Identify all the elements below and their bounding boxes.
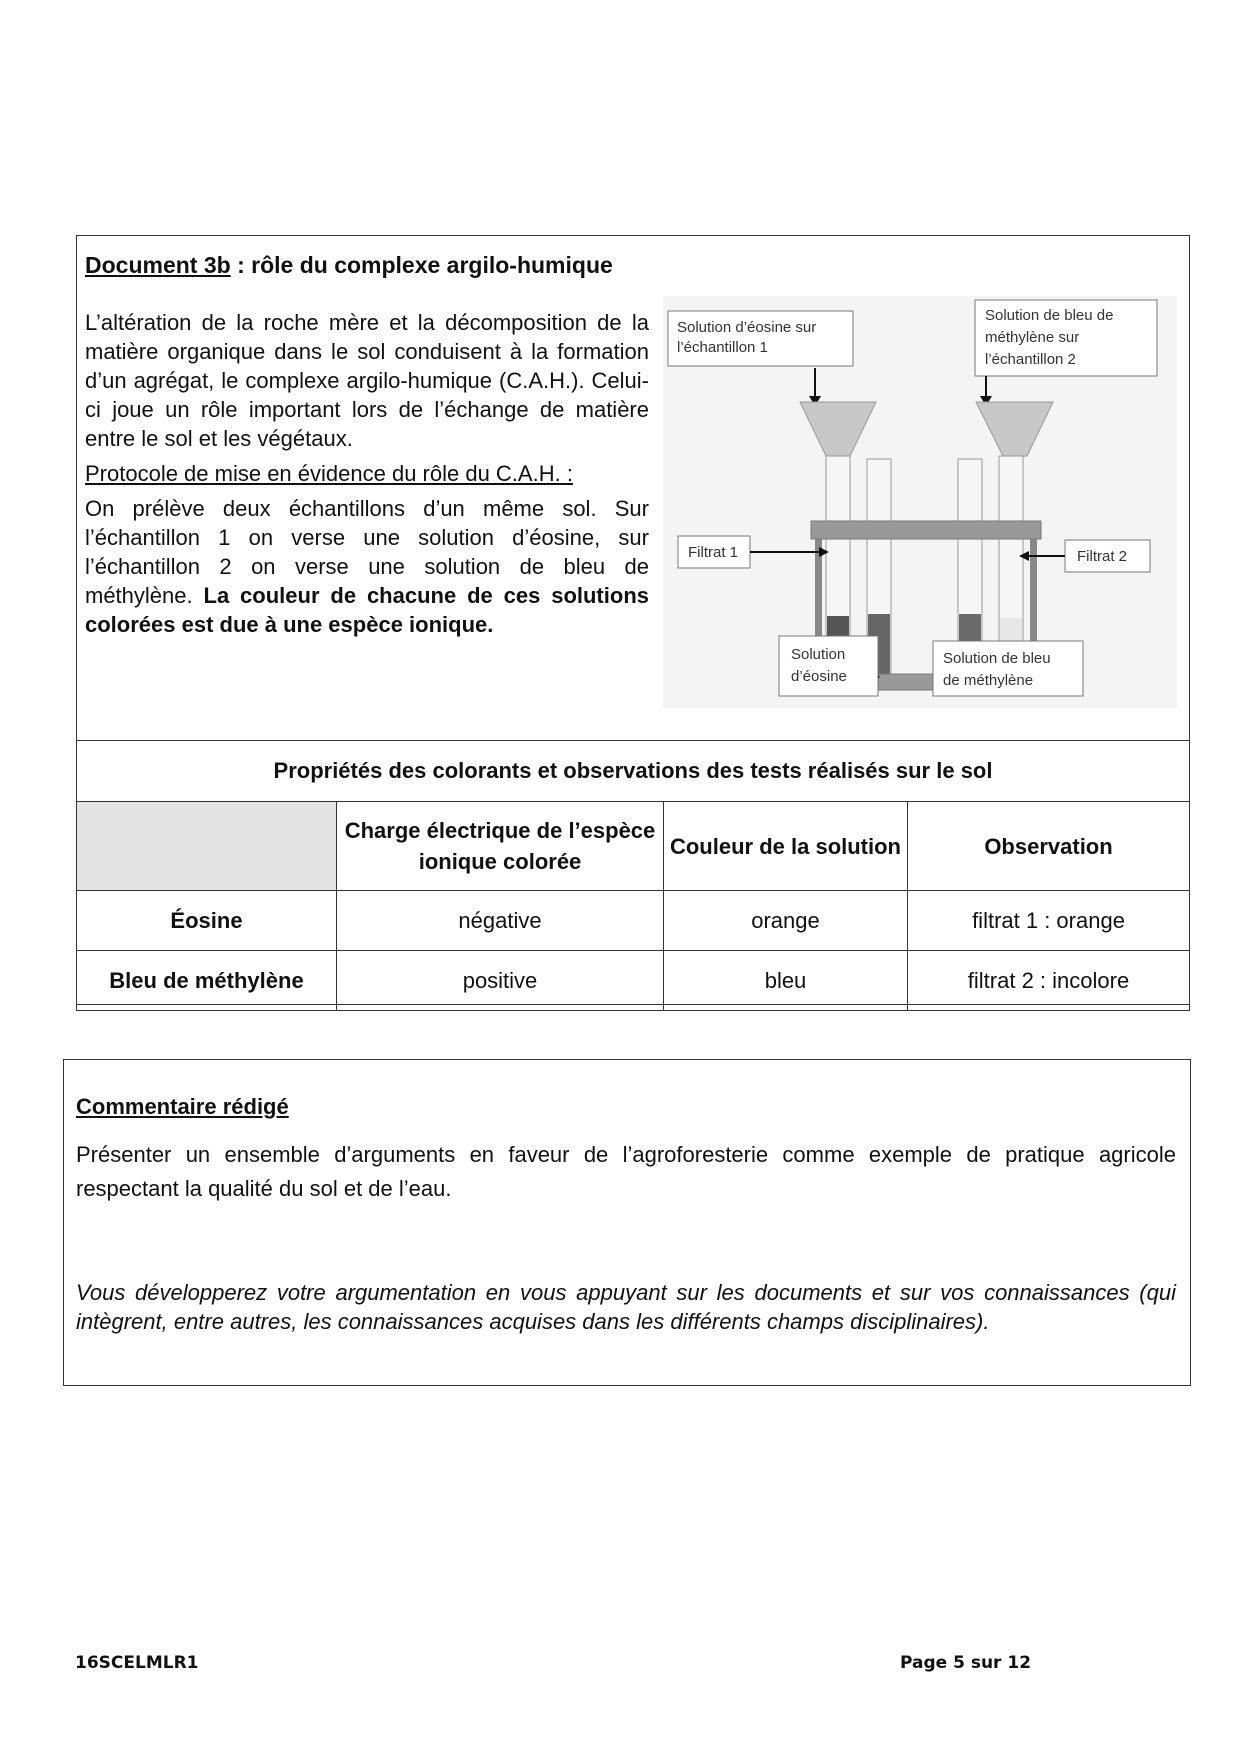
- comment-instruction: Présenter un ensemble d’arguments en faveur de l’agroforesterie comme exemple de pratique agricole respectant la qualité du sol et de l’eau.: [76, 1142, 1176, 1201]
- table-header-row: [77, 802, 1190, 891]
- label-blue-sample-line3: l’échantillon 2: [985, 351, 1076, 368]
- protocol-bold-text: La couleur de chacune de ces solutions colorées est due à une espèce ionique.: [85, 583, 649, 637]
- intro-text-block: [85, 308, 649, 645]
- header-charge: Charge électrique de l’espèce ionique colorée: [337, 802, 664, 891]
- row-color: orange: [664, 891, 908, 951]
- table-row: [77, 891, 1190, 951]
- document-3b-box: [76, 235, 1190, 1005]
- footer-code: 16SCELMLR1: [75, 1653, 199, 1673]
- funnel-right-icon: [976, 402, 1053, 456]
- label-filtrat1: Filtrat 1: [688, 544, 739, 561]
- label-blue-solution-line2: de méthylène: [943, 672, 1034, 689]
- funnel-left-icon: [800, 402, 876, 456]
- protocol-paragraph: [85, 494, 649, 639]
- header-color: Couleur de la solution: [664, 802, 908, 891]
- row-charge: positive: [337, 951, 664, 1011]
- protocol-text: On prélève deux échantillons d’un même sol. Sur l’échantillon 1 on verse une solution d’éosine, sur l’échantillon 2 on verse une solution de bleu de méthylène.: [85, 496, 649, 608]
- label-eosin-sample-line2: l’échantillon 1: [677, 339, 768, 356]
- row-name: Éosine: [77, 891, 337, 951]
- table-caption-row: [77, 741, 1190, 802]
- row-observation: filtrat 2 : incolore: [908, 951, 1190, 1011]
- comment-title: Commentaire rédigé: [76, 1094, 289, 1119]
- footer-page-number: Page 5 sur 12: [900, 1653, 1032, 1673]
- dye-properties-table: [76, 740, 1190, 1011]
- protocol-heading: Protocole de mise en évidence du rôle du C.A.H. :: [85, 461, 573, 486]
- row-color: bleu: [664, 951, 908, 1011]
- header-observation: Observation: [908, 802, 1190, 891]
- label-blue-sample-line1: Solution de bleu de: [985, 307, 1114, 324]
- label-blue-sample-line2: méthylène sur: [985, 329, 1080, 346]
- document-title: [85, 252, 613, 279]
- rack-top-shelf: [811, 521, 1041, 539]
- document-label: Document 3b: [85, 252, 231, 278]
- label-filtrat2: Filtrat 2: [1077, 548, 1128, 565]
- label-eosin-sample-line1: Solution d’éosine sur: [677, 319, 817, 336]
- row-charge: négative: [337, 891, 664, 951]
- label-box-eosin-solution: [779, 636, 878, 696]
- header-blank-cell: [77, 802, 337, 891]
- row-observation: filtrat 1 : orange: [908, 891, 1190, 951]
- experiment-diagram: [663, 296, 1177, 708]
- experiment-figure: [663, 296, 1177, 708]
- document-subtitle: : rôle du complexe argilo-humique: [230, 252, 613, 278]
- label-blue-solution-line1: Solution de bleu: [943, 650, 1051, 667]
- table-row: [77, 951, 1190, 1011]
- comment-box: [63, 1059, 1191, 1386]
- table-caption: Propriétés des colorants et observations des tests réalisés sur le sol: [77, 741, 1190, 802]
- label-eosin-solution-line2: d’éosine: [791, 668, 847, 685]
- label-eosin-solution-line1: Solution: [791, 646, 846, 663]
- intro-paragraph: L’altération de la roche mère et la décomposition de la matière organique dans le sol conduisent à la formation d’un agrégat, le complexe argilo-humique (C.A.H.). Celui-ci joue un rôle important lors de l’échange de matière entre le sol et les végétaux.: [85, 310, 649, 451]
- comment-note: Vous développerez votre argumentation en vous appuyant sur les documents et sur vos connaissances (qui intègrent, entre autres, les connaissances acquises dans les différents champs disciplinaires).: [76, 1280, 1176, 1334]
- row-name: Bleu de méthylène: [77, 951, 337, 1011]
